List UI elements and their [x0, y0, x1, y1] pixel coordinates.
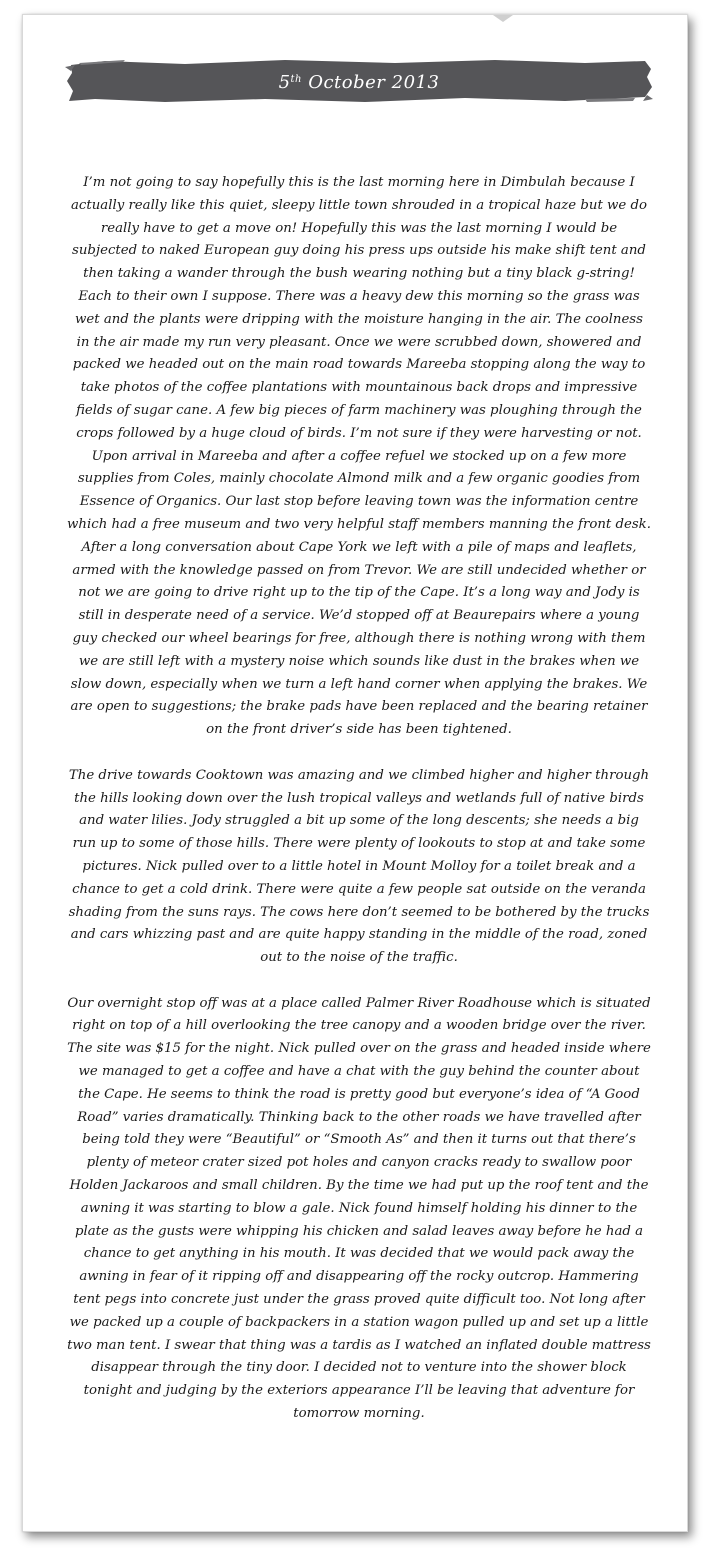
entry-date	[65, 55, 653, 105]
date-month-year: October 2013	[308, 72, 440, 93]
journal-entry-body	[67, 172, 651, 1449]
date-banner	[65, 55, 653, 105]
paragraph-1: I’m not going to say hopefully this is the last morning here in Dimbulah because I actually really like this quiet, sleepy little town shrouded in a tropical haze but we do really have to get a move on! Hopefully this was the last morning I would be subjected to naked European guy doing his press ups outside his make shift tent and then taking a wander through the bush wearing nothing but a tiny black g-string! Each to their own I suppose. There was a heavy dew this morning so the grass was wet and the plants were dripping with the moisture hanging in the air. The coolness in the air made my run very pleasant. Once we were scrubbed down, showered and packed we headed out on the main road towards Mareeba stopping along the way to take photos of the coffee plantations with mountainous back drops and impressive fields of sugar cane. A few big pieces of farm machinery was ploughing through the crops followed by a huge cloud of birds. I’m not sure if they were harvesting or not. Upon arrival in Mareeba and after a coffee refuel we stocked up on a few more supplies from Coles, mainly chocolate Almond milk and a few organic goodies from Essence of Organics. Our last stop before leaving town was the information centre which had a free museum and two very helpful staff members manning the front desk. After a long conversation about Cape York we left with a pile of maps and leaflets, armed with the knowledge passed on from Trevor. We are still undecided whether or not we are going to drive right up to the tip of the Cape. It’s a long way and Jody is still in desperate need of a service. We’d stopped off at Beaurepairs where a young guy checked our wheel bearings for free, although there is nothing wrong with them we are still left with a mystery noise which sounds like dust in the brakes when we slow down, especially when we turn a left hand corner when applying the brakes. We are open to suggestions; the brake pads have been replaced and the bearing retainer on the front driver’s side has been tightened.	[67, 175, 651, 738]
paragraph-2: The drive towards Cooktown was amazing and we climbed higher and higher through the hills looking down over the lush tropical valleys and wetlands full of native birds and water lilies. Jody struggled a bit up some of the long descents; she needs a big run up to some of those hills. There were plenty of lookouts to stop at and take some pictures. Nick pulled over to a little hotel in Mount Molloy for a toilet break and a chance to get a cold drink. There were quite a few people sat outside on the veranda shading from the suns rays. The cows here don’t seemed to be bothered by the trucks and cars whizzing past and are quite happy standing in the middle of the road, zoned out to the noise of the traffic.	[68, 767, 650, 966]
date-day-suffix: th	[290, 74, 302, 85]
journal-page	[22, 14, 688, 1532]
paragraph-3: Our overnight stop off was at a place called Palmer River Roadhouse which is situated right on top of a hill overlooking the tree canopy and a wooden bridge over the river. The site was $15 for the night. Nick pulled over on the grass and headed inside where we managed to get a coffee and have a chat with the guy behind the counter about the Cape. He seems to think the road is pretty good but everyone’s idea of “A Good Road” varies dramatically. Thinking back to the other roads we have travelled after being told they were “Beautiful” or “Smooth As” and then it turns out that there’s plenty of meteor crater sized pot holes and canyon cracks ready to swallow poor Holden Jackaroos and small children. By the time we had put up the roof tent and the awning it was starting to blow a gale. Nick found himself holding his dinner to the plate as the gusts were whipping his chicken and salad leaves away before he had a chance to get anything in his mouth. It was decided that we would pack away the awning in fear of it ripping off and disappearing off the rocky outcrop. Hammering tent pegs into concrete just under the grass proved quite difficult too. Not long after we packed up a couple of backpackers in a station wagon pulled up and set up a little two man tent. I swear that thing was a tardis as I watched an inflated double mattress disappear through the tiny door. I decided not to venture into the shower block tonight and judging by the exteriors appearance I’ll be leaving that adventure for tomorrow morning.	[67, 995, 651, 1422]
page-tear-notch	[493, 15, 513, 23]
date-day: 5	[278, 72, 291, 93]
